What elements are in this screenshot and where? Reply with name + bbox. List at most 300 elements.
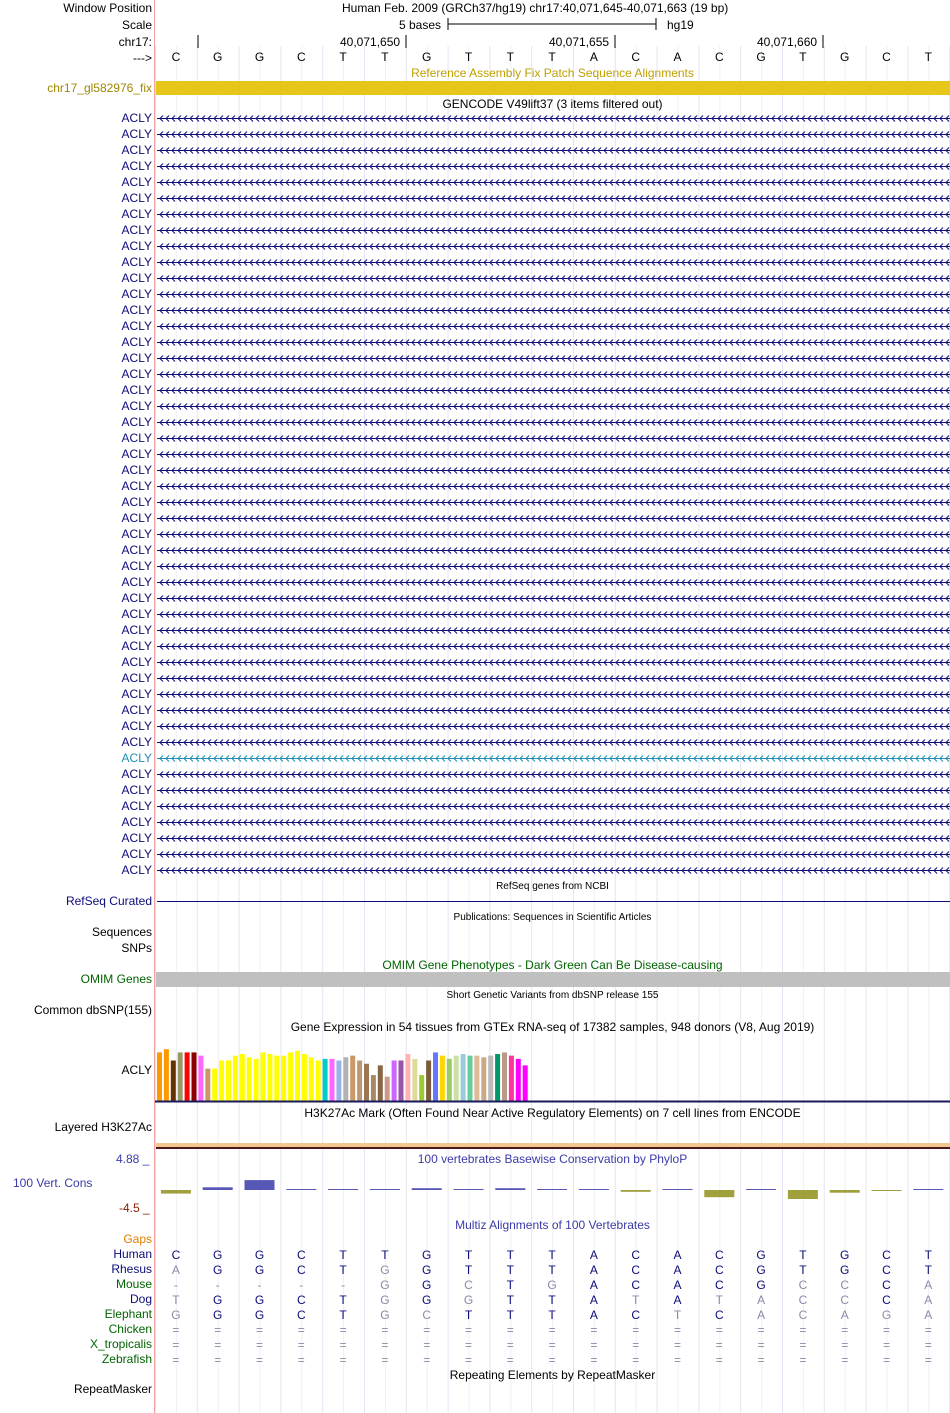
aligned-base: = bbox=[715, 1353, 723, 1367]
gtex-tissue-bar bbox=[474, 1056, 479, 1101]
aligned-base: C bbox=[631, 1308, 641, 1322]
gtex-tissue-bar bbox=[516, 1059, 521, 1101]
aligned-base: = bbox=[673, 1323, 682, 1337]
conservation-title: 100 vertebrates Basewise Conservation by PhyloP bbox=[417, 1152, 688, 1166]
gencode-transcript-label[interactable]: ACLY bbox=[121, 687, 152, 701]
gencode-transcript-label[interactable]: ACLY bbox=[121, 863, 152, 877]
phylop-score-mark bbox=[370, 1189, 400, 1190]
aligned-base: G bbox=[380, 1308, 390, 1322]
reference-base: A bbox=[673, 50, 682, 64]
phylop-score-mark bbox=[913, 1189, 943, 1190]
aligned-base: A bbox=[924, 1278, 933, 1292]
h3k27ac-signal bbox=[156, 1147, 950, 1149]
aligned-base: = bbox=[423, 1338, 431, 1352]
gtex-tissue-bar bbox=[426, 1061, 431, 1102]
label-divider bbox=[154, 0, 155, 1413]
aligned-base: = bbox=[632, 1353, 640, 1367]
aligned-base: = bbox=[297, 1338, 305, 1352]
aligned-base: = bbox=[172, 1353, 180, 1367]
aligned-base: C bbox=[171, 1248, 181, 1262]
gencode-transcript-label[interactable]: ACLY bbox=[121, 287, 152, 301]
aligned-base: G bbox=[756, 1263, 766, 1277]
aligned-base: C bbox=[882, 1248, 891, 1262]
strand-label: ---> bbox=[133, 51, 152, 65]
gencode-transcript-label[interactable]: ACLY bbox=[121, 271, 152, 285]
aligned-base: C bbox=[798, 1293, 808, 1307]
dbsnp-label[interactable]: Common dbSNP(155) bbox=[33, 1003, 152, 1017]
aligned-base: = bbox=[506, 1323, 514, 1337]
aligned-base: T bbox=[506, 1308, 514, 1322]
aligned-base: A bbox=[673, 1248, 682, 1262]
aligned-base: = bbox=[506, 1338, 514, 1352]
gencode-transcript-label[interactable]: ACLY bbox=[121, 399, 152, 413]
publications-snps-label[interactable]: SNPs bbox=[121, 941, 152, 955]
aligned-base: = bbox=[673, 1353, 682, 1367]
aligned-base: = bbox=[381, 1353, 389, 1367]
gtex-tissue-bar bbox=[240, 1054, 245, 1101]
aligned-base: = bbox=[548, 1353, 556, 1367]
gtex-tissue-bar bbox=[254, 1059, 259, 1101]
aligned-base: T bbox=[799, 1248, 807, 1262]
window-position-label: Window Position bbox=[63, 1, 152, 15]
gtex-tissue-bar bbox=[164, 1049, 169, 1101]
aligned-base: = bbox=[590, 1338, 598, 1352]
omim-bar bbox=[156, 972, 950, 987]
gtex-tissue-bar bbox=[509, 1056, 514, 1101]
aligned-base: T bbox=[673, 1308, 682, 1322]
phylop-score-mark bbox=[412, 1188, 442, 1190]
reference-base: A bbox=[589, 50, 598, 64]
phylop-score-mark bbox=[579, 1189, 609, 1190]
gtex-tissue-bar bbox=[447, 1059, 452, 1101]
refseq-label[interactable]: RefSeq Curated bbox=[65, 894, 152, 908]
gtex-tissue-bar bbox=[433, 1052, 438, 1101]
aligned-base: = bbox=[841, 1338, 849, 1352]
aligned-base: = bbox=[339, 1323, 347, 1337]
gtex-tissue-bar bbox=[302, 1054, 307, 1101]
gtex-tissue-bar bbox=[378, 1065, 383, 1101]
aligned-base: A bbox=[840, 1308, 849, 1322]
gencode-transcript-label[interactable]: ACLY bbox=[121, 223, 152, 237]
gtex-tissue-bar bbox=[405, 1054, 410, 1101]
gencode-transcript-label[interactable]: ACLY bbox=[121, 255, 152, 269]
chrom-label: chr17: bbox=[118, 35, 152, 49]
aligned-base: C bbox=[840, 1278, 850, 1292]
aligned-base: C bbox=[422, 1308, 432, 1322]
aligned-base: A bbox=[589, 1278, 598, 1292]
gtex-tissue-bar bbox=[157, 1052, 162, 1101]
aligned-base: = bbox=[632, 1323, 640, 1337]
gtex-tissue-bar bbox=[288, 1052, 293, 1101]
aligned-base: = bbox=[214, 1338, 222, 1352]
aligned-base: C bbox=[714, 1308, 724, 1322]
aligned-base: - bbox=[257, 1278, 262, 1292]
aligned-base: = bbox=[339, 1353, 347, 1367]
aligned-base: A bbox=[589, 1263, 598, 1277]
aligned-base: T bbox=[506, 1278, 514, 1292]
aligned-base: C bbox=[464, 1278, 473, 1292]
publications-sequences-label[interactable]: Sequences bbox=[91, 925, 152, 939]
gencode-transcript-label[interactable]: ACLY bbox=[121, 847, 152, 861]
aligned-base: T bbox=[548, 1248, 556, 1262]
gencode-transcript-label[interactable]: ACLY bbox=[121, 383, 152, 397]
reference-base: T bbox=[799, 50, 807, 64]
aligned-base: G bbox=[881, 1308, 892, 1322]
aligned-base: G bbox=[213, 1248, 223, 1262]
gencode-transcript-label[interactable]: ACLY bbox=[121, 127, 152, 141]
reference-base: T bbox=[381, 50, 389, 64]
multiz-title: Multiz Alignments of 100 Vertebrates bbox=[455, 1218, 650, 1232]
aligned-base: A bbox=[924, 1293, 933, 1307]
aligned-base: T bbox=[381, 1248, 389, 1262]
aligned-base: G bbox=[380, 1263, 390, 1277]
gtex-tissue-bar bbox=[399, 1061, 404, 1102]
aligned-base: T bbox=[548, 1308, 556, 1322]
gtex-tissue-bar bbox=[523, 1065, 528, 1101]
scale-db: hg19 bbox=[667, 18, 694, 32]
gencode-transcript-label[interactable]: ACLY bbox=[121, 175, 152, 189]
aligned-base: T bbox=[172, 1293, 180, 1307]
aligned-base: T bbox=[339, 1308, 347, 1322]
aligned-base: A bbox=[673, 1293, 682, 1307]
aligned-base: - bbox=[215, 1278, 220, 1292]
aligned-base: = bbox=[381, 1323, 389, 1337]
reference-base: T bbox=[339, 50, 347, 64]
aligned-base: C bbox=[296, 1293, 306, 1307]
reference-base: T bbox=[548, 50, 556, 64]
aligned-base: = bbox=[924, 1353, 932, 1367]
aligned-base: T bbox=[632, 1293, 640, 1307]
gencode-transcript-label[interactable]: ACLY bbox=[121, 511, 152, 525]
reference-base: C bbox=[714, 50, 724, 64]
gtex-tissue-bar bbox=[330, 1059, 335, 1101]
aligned-base: G bbox=[756, 1278, 766, 1292]
phylop-score-mark bbox=[495, 1188, 525, 1190]
gencode-transcript-label[interactable]: ACLY bbox=[121, 335, 152, 349]
reference-base: T bbox=[464, 50, 473, 64]
reference-base: C bbox=[882, 50, 891, 64]
gtex-tissue-bar bbox=[309, 1057, 314, 1101]
aligned-base: = bbox=[924, 1338, 932, 1352]
gtex-tissue-bar bbox=[205, 1069, 210, 1101]
gencode-transcript-label[interactable]: ACLY bbox=[121, 719, 152, 733]
aligned-base: C bbox=[840, 1293, 850, 1307]
aligned-base: = bbox=[297, 1353, 305, 1367]
reference-base: G bbox=[254, 50, 265, 64]
gtex-tissue-bar bbox=[371, 1075, 376, 1101]
gtex-tissue-bar bbox=[419, 1075, 424, 1101]
aligned-base: = bbox=[548, 1338, 556, 1352]
aligned-base: = bbox=[423, 1353, 431, 1367]
scale-label: Scale bbox=[121, 18, 152, 32]
gtex-tissue-bar bbox=[350, 1056, 355, 1101]
aligned-base: G bbox=[422, 1293, 432, 1307]
gencode-transcript-label[interactable]: ACLY bbox=[121, 575, 152, 589]
gencode-transcript-label[interactable]: ACLY bbox=[121, 431, 152, 445]
aligned-base: = bbox=[339, 1338, 347, 1352]
aligned-base: = bbox=[381, 1338, 389, 1352]
aligned-base: G bbox=[213, 1293, 223, 1307]
aligned-base: C bbox=[882, 1278, 891, 1292]
aligned-base: A bbox=[757, 1308, 766, 1322]
gtex-tissue-bar bbox=[261, 1052, 266, 1101]
species-label-x_tropicalis[interactable]: X_tropicalis bbox=[89, 1337, 152, 1351]
gencode-transcript-label[interactable]: ACLY bbox=[121, 559, 152, 573]
refseq-title: RefSeq genes from NCBI bbox=[496, 881, 609, 892]
aligned-base: = bbox=[423, 1323, 431, 1337]
gtex-tissue-bar bbox=[502, 1052, 507, 1101]
aligned-base: G bbox=[380, 1293, 390, 1307]
aligned-base: G bbox=[380, 1278, 390, 1292]
gencode-transcript-label[interactable]: ACLY bbox=[121, 591, 152, 605]
aligned-base: C bbox=[798, 1308, 808, 1322]
reference-base: T bbox=[506, 50, 514, 64]
aligned-base: C bbox=[296, 1248, 306, 1262]
gencode-transcript-label[interactable]: ACLY bbox=[121, 367, 152, 381]
gtex-label[interactable]: ACLY bbox=[121, 1063, 152, 1077]
reference-base: G bbox=[756, 50, 766, 64]
gencode-transcript-label[interactable]: ACLY bbox=[121, 671, 152, 685]
gtex-tissue-bar bbox=[323, 1059, 328, 1101]
tick-label-2: 40,071,655 bbox=[549, 35, 610, 49]
phylop-score-mark bbox=[161, 1190, 191, 1194]
conservation-label[interactable]: 100 Vert. Cons bbox=[13, 1176, 93, 1190]
gtex-tissue-bar bbox=[468, 1056, 473, 1101]
gtex-tissue-bar bbox=[357, 1061, 362, 1102]
aligned-base: A bbox=[673, 1278, 682, 1292]
reference-base: G bbox=[213, 50, 223, 64]
aligned-base: - bbox=[173, 1278, 178, 1292]
aligned-base: T bbox=[506, 1263, 514, 1277]
gtex-tissue-bar bbox=[461, 1054, 466, 1101]
gtex-tissue-bar bbox=[219, 1061, 224, 1102]
aligned-base: = bbox=[464, 1353, 473, 1367]
gtex-tissue-bar bbox=[454, 1056, 459, 1101]
gtex-tissue-bar bbox=[226, 1061, 231, 1102]
gencode-transcript-label[interactable]: ACLY bbox=[121, 239, 152, 253]
aligned-base: = bbox=[799, 1353, 807, 1367]
aligned-base: C bbox=[714, 1263, 724, 1277]
aligned-base: = bbox=[172, 1338, 180, 1352]
aligned-base: = bbox=[841, 1323, 849, 1337]
gencode-transcript-label[interactable]: ACLY bbox=[121, 543, 152, 557]
phylop-score-mark bbox=[663, 1189, 693, 1190]
gencode-transcript-label[interactable]: ACLY bbox=[121, 751, 152, 765]
gencode-transcript-label[interactable]: ACLY bbox=[121, 783, 152, 797]
aligned-base: T bbox=[339, 1263, 347, 1277]
gencode-transcript-label[interactable]: ACLY bbox=[121, 319, 152, 333]
tick-label-3: 40,071,660 bbox=[757, 35, 818, 49]
species-label-mouse[interactable]: Mouse bbox=[115, 1277, 152, 1291]
aligned-base: = bbox=[214, 1353, 222, 1367]
gencode-transcript-label[interactable]: ACLY bbox=[121, 415, 152, 429]
gencode-transcript-label[interactable]: ACLY bbox=[121, 639, 152, 653]
gtex-tissue-bar bbox=[343, 1057, 348, 1101]
aligned-base: C bbox=[714, 1278, 724, 1292]
aligned-base: = bbox=[799, 1338, 807, 1352]
aligned-base: G bbox=[213, 1263, 223, 1277]
gtex-tissue-bar bbox=[412, 1059, 417, 1101]
gencode-transcript-label[interactable]: ACLY bbox=[121, 207, 152, 221]
reference-base: G bbox=[422, 50, 432, 64]
aligned-base: = bbox=[590, 1323, 598, 1337]
phylop-score-mark bbox=[788, 1190, 818, 1199]
aligned-base: = bbox=[172, 1323, 180, 1337]
reference-base: G bbox=[840, 50, 850, 64]
aligned-base: C bbox=[631, 1263, 641, 1277]
gencode-transcript-label[interactable]: ACLY bbox=[121, 463, 152, 477]
gtex-tissue-bar bbox=[316, 1061, 321, 1102]
aligned-base: = bbox=[590, 1353, 598, 1367]
aligned-base: A bbox=[589, 1248, 598, 1262]
gtex-tissue-bar bbox=[281, 1056, 286, 1101]
gencode-transcript-label[interactable]: ACLY bbox=[121, 111, 152, 125]
aligned-base: = bbox=[464, 1323, 473, 1337]
reference-base: C bbox=[631, 50, 641, 64]
aligned-base: = bbox=[632, 1338, 640, 1352]
aligned-base: C bbox=[882, 1293, 891, 1307]
gencode-transcript-label[interactable]: ACLY bbox=[121, 495, 152, 509]
aligned-base: T bbox=[799, 1263, 807, 1277]
gencode-transcript-label[interactable]: ACLY bbox=[121, 799, 152, 813]
h3k27ac-label[interactable]: Layered H3K27Ac bbox=[54, 1120, 152, 1134]
species-label-dog[interactable]: Dog bbox=[129, 1292, 152, 1306]
fix-patch-bar bbox=[156, 81, 950, 95]
gtex-tissue-bar bbox=[488, 1056, 493, 1101]
gencode-transcript-label[interactable]: ACLY bbox=[121, 815, 152, 829]
species-label-chicken[interactable]: Chicken bbox=[108, 1322, 152, 1336]
gencode-transcript-label[interactable]: ACLY bbox=[121, 831, 152, 845]
aligned-base: A bbox=[589, 1308, 598, 1322]
aligned-base: G bbox=[547, 1278, 557, 1292]
gencode-transcript-label[interactable]: ACLY bbox=[121, 735, 152, 749]
gtex-tissue-bar bbox=[233, 1056, 238, 1101]
phylop-score-mark bbox=[704, 1190, 734, 1197]
omim-label[interactable]: OMIM Genes bbox=[80, 972, 152, 986]
gtex-tissue-bar bbox=[481, 1057, 486, 1101]
aligned-base: = bbox=[799, 1323, 807, 1337]
aligned-base: C bbox=[296, 1263, 306, 1277]
aligned-base: - bbox=[341, 1278, 346, 1292]
aligned-base: C bbox=[296, 1308, 306, 1322]
species-label-elephant[interactable]: Elephant bbox=[104, 1307, 152, 1321]
aligned-base: C bbox=[631, 1278, 641, 1292]
gtex-tissue-bar bbox=[336, 1061, 341, 1102]
gtex-tissue-bar bbox=[274, 1056, 279, 1101]
h3k27ac-signal bbox=[156, 1143, 950, 1147]
phylop-score-mark bbox=[328, 1189, 358, 1190]
gencode-transcript-label[interactable]: ACLY bbox=[121, 655, 152, 669]
tick-label-1: 40,071,650 bbox=[340, 35, 401, 49]
gtex-tissue-bar bbox=[247, 1057, 252, 1101]
aligned-base: G bbox=[254, 1308, 265, 1322]
aligned-base: G bbox=[840, 1263, 850, 1277]
aligned-base: = bbox=[548, 1323, 556, 1337]
aligned-base: G bbox=[171, 1308, 181, 1322]
aligned-base: C bbox=[631, 1248, 641, 1262]
multiz-gaps-label[interactable]: Gaps bbox=[123, 1232, 152, 1246]
aligned-base: G bbox=[213, 1308, 223, 1322]
phylop-score-mark bbox=[203, 1187, 233, 1190]
aligned-base: G bbox=[254, 1248, 265, 1262]
aligned-base: = bbox=[214, 1323, 222, 1337]
aligned-base: T bbox=[715, 1293, 723, 1307]
window-position-text: Human Feb. 2009 (GRCh37/hg19) chr17:40,071,645-40,071,663 (19 bp) bbox=[342, 1, 729, 15]
aligned-base: G bbox=[254, 1293, 265, 1307]
aligned-base: A bbox=[924, 1308, 933, 1322]
aligned-base: G bbox=[463, 1293, 474, 1307]
gtex-tissue-bar bbox=[192, 1052, 197, 1101]
gencode-transcript-label[interactable]: ACLY bbox=[121, 623, 152, 637]
gencode-transcript-label[interactable]: ACLY bbox=[121, 703, 152, 717]
gtex-tissue-bar bbox=[171, 1061, 176, 1102]
gencode-title: GENCODE V49lift37 (3 items filtered out) bbox=[442, 97, 663, 111]
gtex-tissue-bar bbox=[212, 1069, 217, 1101]
phylop-score-mark bbox=[830, 1190, 860, 1193]
aligned-base: = bbox=[841, 1353, 849, 1367]
gencode-transcript-label[interactable]: ACLY bbox=[121, 143, 152, 157]
gtex-tissue-bar bbox=[392, 1061, 397, 1102]
phylop-score-mark bbox=[454, 1189, 484, 1190]
h3k27ac-title: H3K27Ac Mark (Often Found Near Active Regulatory Elements) on 7 cell lines from ENCODE bbox=[304, 1106, 801, 1120]
gencode-transcript-label[interactable]: ACLY bbox=[121, 607, 152, 621]
aligned-base: T bbox=[924, 1248, 932, 1262]
species-label-zebrafish[interactable]: Zebrafish bbox=[101, 1352, 152, 1366]
aligned-base: G bbox=[422, 1248, 432, 1262]
fix-patch-label[interactable]: chr17_gl582976_fix bbox=[47, 81, 152, 95]
omim-title: OMIM Gene Phenotypes - Dark Green Can Be Disease-causing bbox=[382, 958, 723, 972]
gencode-transcript-label[interactable]: ACLY bbox=[121, 527, 152, 541]
aligned-base: = bbox=[297, 1323, 305, 1337]
aligned-base: T bbox=[464, 1248, 473, 1262]
phylop-score-mark bbox=[746, 1189, 776, 1190]
aligned-base: T bbox=[924, 1263, 932, 1277]
aligned-base: = bbox=[757, 1323, 765, 1337]
species-label-rhesus[interactable]: Rhesus bbox=[111, 1262, 152, 1276]
gencode-transcript-label[interactable]: ACLY bbox=[121, 191, 152, 205]
aligned-base: = bbox=[757, 1338, 765, 1352]
aligned-base: T bbox=[464, 1308, 473, 1322]
aligned-base: G bbox=[422, 1263, 432, 1277]
aligned-base: = bbox=[757, 1353, 765, 1367]
aligned-base: A bbox=[171, 1263, 180, 1277]
gtex-tissue-bar bbox=[185, 1052, 190, 1101]
gtex-tissue-bar bbox=[440, 1056, 445, 1101]
aligned-base: = bbox=[255, 1338, 264, 1352]
species-label-human[interactable]: Human bbox=[113, 1247, 152, 1261]
scale-bar-text: 5 bases bbox=[399, 18, 442, 32]
reference-base: T bbox=[924, 50, 932, 64]
aligned-base: = bbox=[924, 1323, 932, 1337]
aligned-base: C bbox=[798, 1278, 808, 1292]
aligned-base: T bbox=[339, 1248, 347, 1262]
gtex-tissue-bar bbox=[364, 1064, 369, 1101]
gencode-transcript-label[interactable]: ACLY bbox=[121, 351, 152, 365]
gencode-transcript-label[interactable]: ACLY bbox=[121, 479, 152, 493]
gencode-transcript-label[interactable]: ACLY bbox=[121, 303, 152, 317]
gencode-transcript-label[interactable]: ACLY bbox=[121, 767, 152, 781]
aligned-base: T bbox=[339, 1293, 347, 1307]
gencode-transcript-label[interactable]: ACLY bbox=[121, 159, 152, 173]
repeatmasker-label[interactable]: RepeatMasker bbox=[73, 1382, 152, 1396]
aligned-base: = bbox=[506, 1353, 514, 1367]
gtex-tissue-bar bbox=[495, 1054, 500, 1101]
aligned-base: A bbox=[589, 1293, 598, 1307]
publications-title: Publications: Sequences in Scientific Articles bbox=[453, 912, 652, 923]
aligned-base: - bbox=[299, 1278, 304, 1292]
reference-base: C bbox=[171, 50, 181, 64]
gencode-transcript-label[interactable]: ACLY bbox=[121, 447, 152, 461]
